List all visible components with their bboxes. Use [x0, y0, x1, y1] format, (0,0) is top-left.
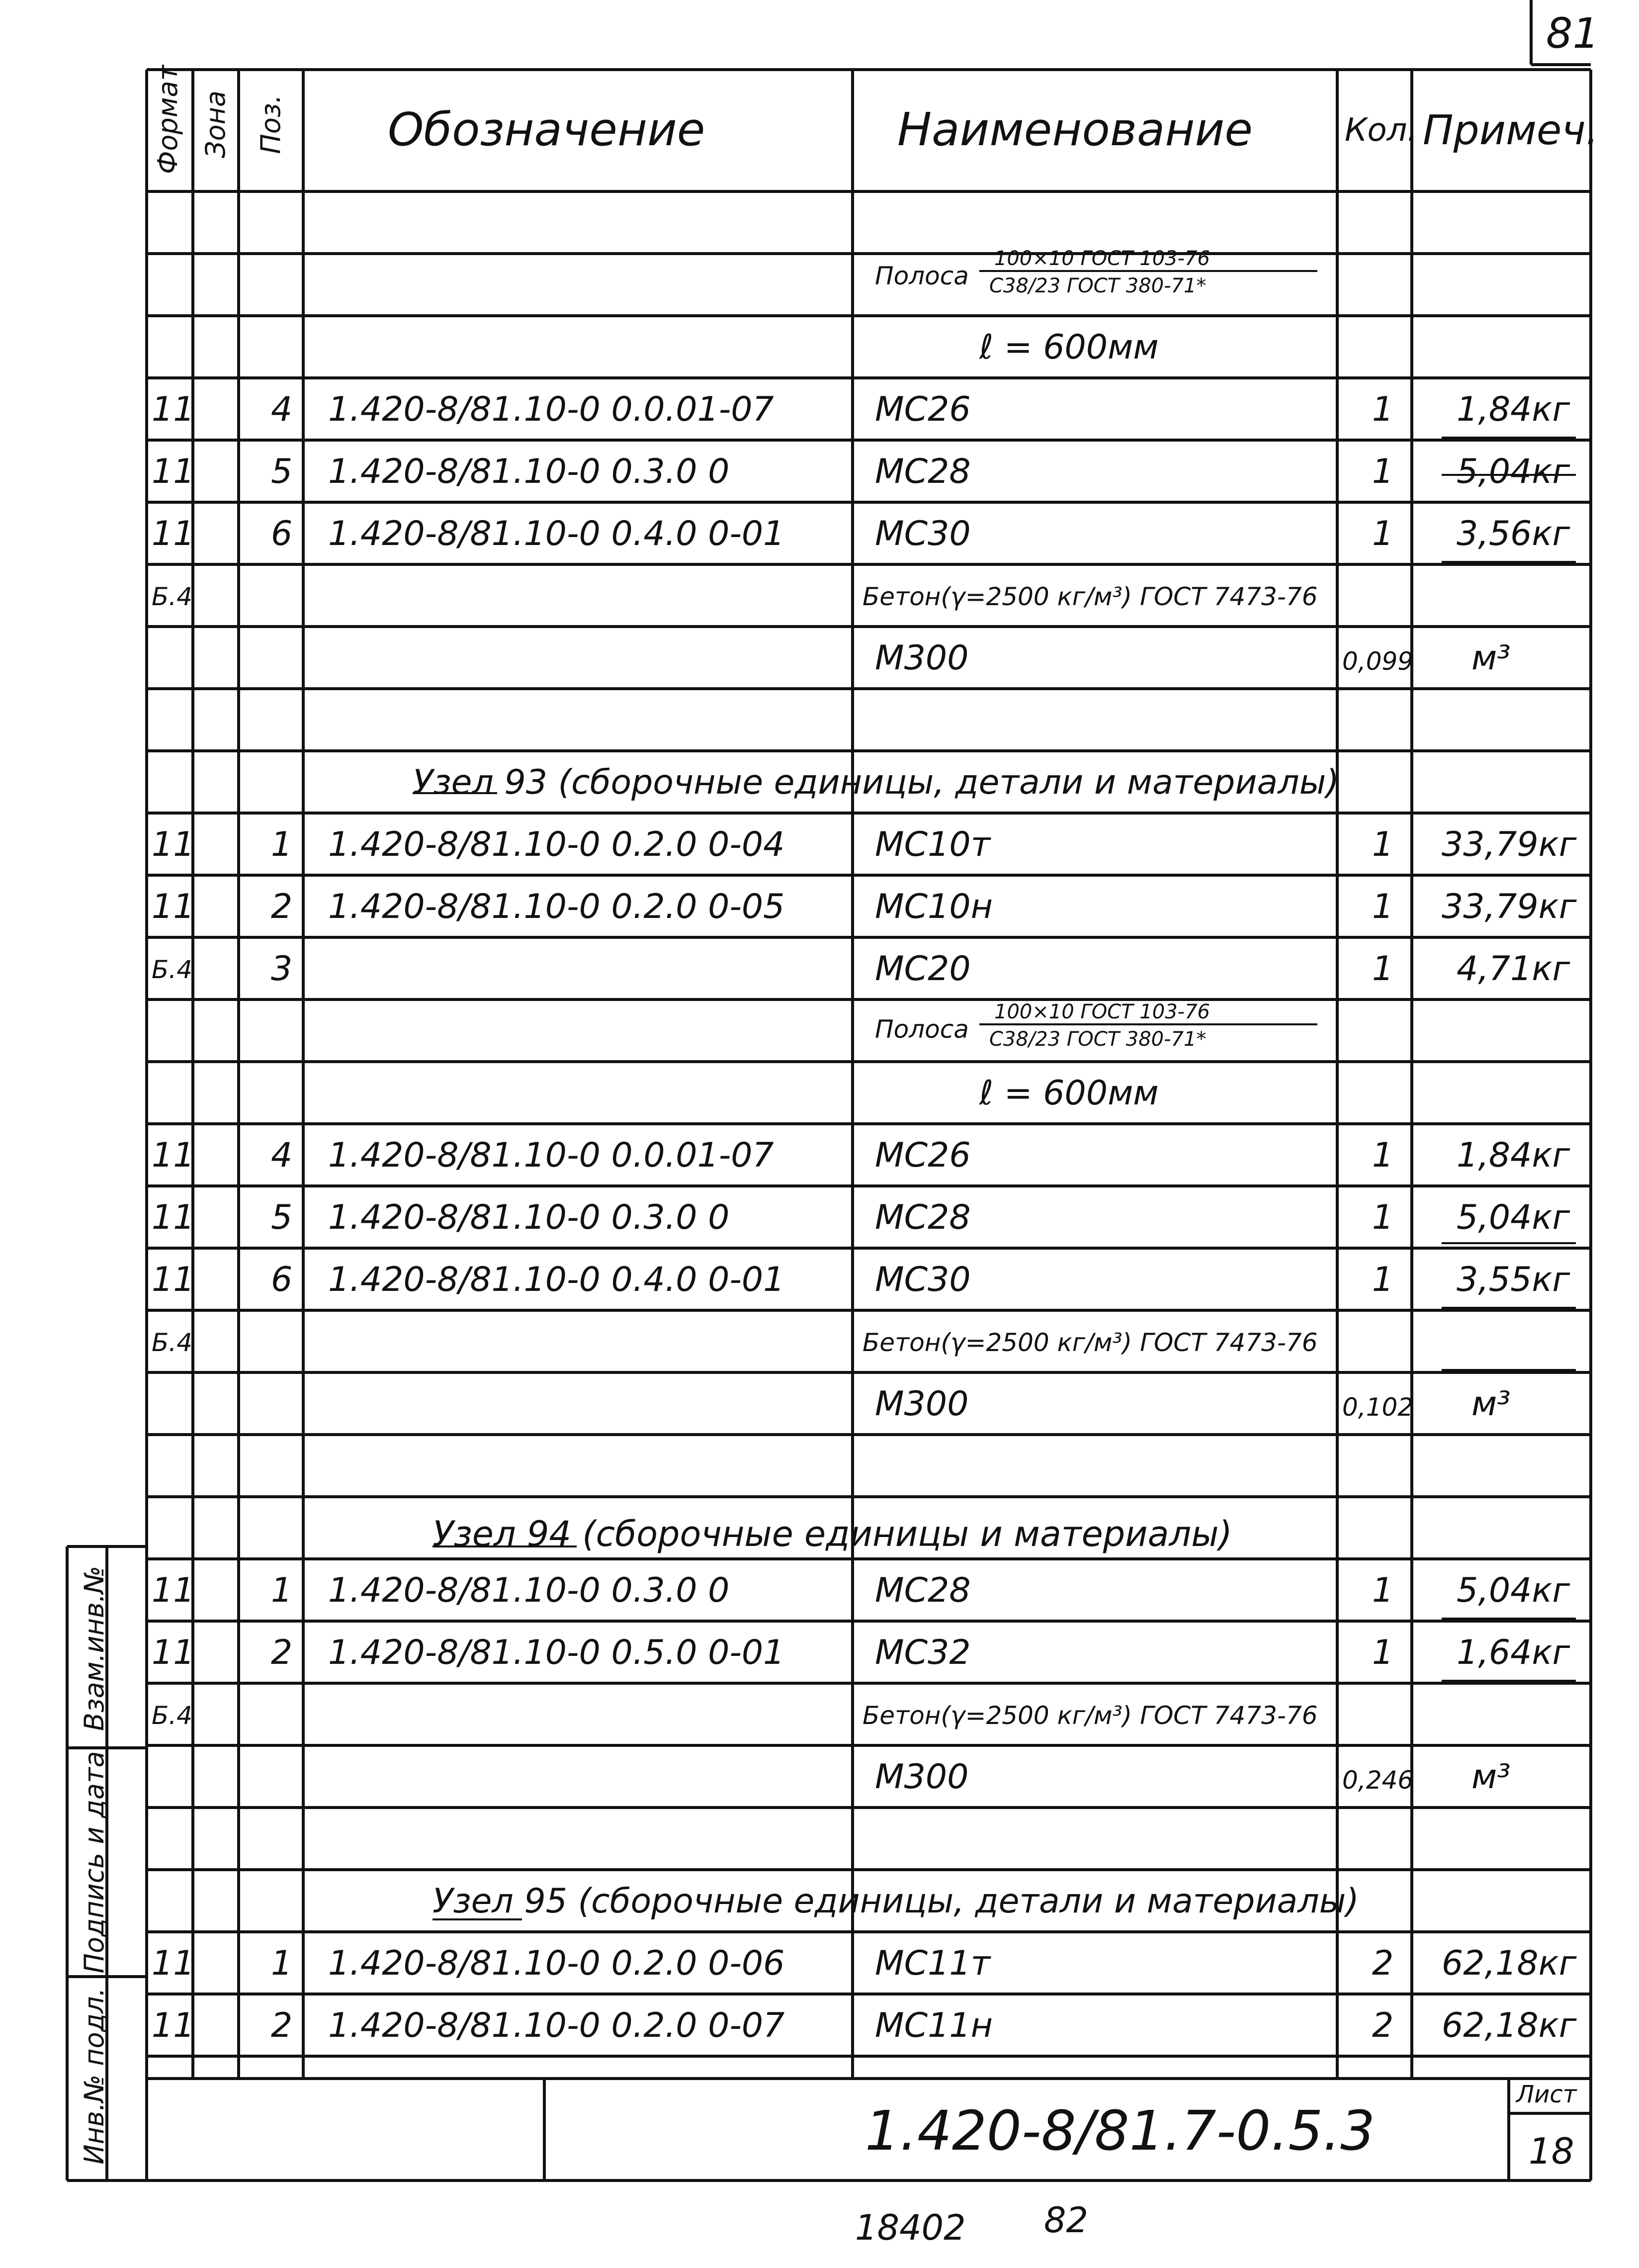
row-qty: 1 — [1372, 514, 1394, 553]
footer-code: 18402 — [855, 2207, 966, 2248]
concrete-qty: 0,102 — [1342, 1393, 1414, 1422]
row-designation: 1.420-8/81.10-0 0.3.0 0 — [328, 1571, 730, 1610]
row-designation: 1.420-8/81.10-0 0.2.0 0-04 — [328, 825, 785, 864]
header-zone: Зона — [200, 90, 231, 159]
document-code: 1.420-8/81.7-0.5.3 — [865, 2099, 1376, 2163]
side-label-vzam-inv: Взам.инв.№ — [79, 1565, 110, 1731]
row-note: 5,04кг — [1457, 1571, 1570, 1610]
row-pos: 5 — [271, 1198, 293, 1237]
row-pos: 6 — [271, 514, 293, 553]
row-format: Б.4 — [152, 1701, 193, 1730]
concrete-unit: м³ — [1471, 1757, 1511, 1797]
row-qty: 1 — [1372, 1198, 1394, 1237]
row-name: МС10т — [875, 825, 991, 864]
side-label-inv-podl: Инв.№ подл. — [79, 1988, 110, 2165]
row-qty: 1 — [1372, 949, 1394, 989]
row-name: МС30 — [875, 514, 971, 553]
row-note: 1,84кг — [1457, 390, 1570, 429]
row-pos: 2 — [271, 2006, 293, 2045]
row-qty: 1 — [1372, 1136, 1394, 1175]
row-format: 11 — [152, 514, 195, 553]
row-format: Б.4 — [152, 1328, 193, 1357]
length-label: ℓ = 600мм — [979, 328, 1159, 367]
concrete-unit: м³ — [1471, 1384, 1511, 1424]
row-pos: 1 — [271, 825, 293, 864]
concrete-spec: Бетон(γ=2500 кг/м³) ГОСТ 7473-76 — [863, 582, 1318, 611]
row-name: МС26 — [875, 1136, 971, 1175]
header-name: Наименование — [897, 103, 1253, 156]
concrete-qty: 0,246 — [1342, 1766, 1414, 1795]
row-format: 11 — [152, 2006, 195, 2045]
header-pos: Поз. — [255, 94, 286, 154]
side-label-signature-date: Подпись и дата — [79, 1751, 110, 1974]
row-pos: 2 — [271, 887, 293, 926]
row-name: МС11т — [875, 1944, 991, 1983]
row-name: МС28 — [875, 1198, 971, 1237]
concrete-qty: 0,099 — [1342, 647, 1414, 676]
polosa-fraction-bottom: С38/23 ГОСТ 380-71* — [989, 274, 1207, 297]
row-designation: 1.420-8/81.10-0 0.4.0 0-01 — [328, 1260, 785, 1299]
polosa-label: Полоса — [875, 1015, 969, 1044]
row-qty: 1 — [1372, 452, 1394, 491]
concrete-grade: М300 — [875, 1757, 969, 1797]
row-name: МС10н — [875, 887, 993, 926]
polosa-fraction-top: 100×10 ГОСТ 103-76 — [994, 247, 1210, 270]
row-pos: 2 — [271, 1633, 293, 1672]
row-name: МС32 — [875, 1633, 971, 1672]
concrete-grade: М300 — [875, 1384, 969, 1424]
node-93-heading: Узел 93 (сборочные единицы, детали и материалы) — [413, 763, 1339, 802]
node-94-heading: Узел 94 (сборочные единицы и материалы) — [432, 1514, 1232, 1554]
row-designation: 1.420-8/81.10-0 0.2.0 0-06 — [328, 1944, 785, 1983]
polosa-label: Полоса — [875, 262, 969, 290]
row-pos: 6 — [271, 1260, 293, 1299]
row-qty: 1 — [1372, 1260, 1394, 1299]
concrete-spec: Бетон(γ=2500 кг/м³) ГОСТ 7473-76 — [863, 1328, 1318, 1357]
row-format: 11 — [152, 1260, 195, 1299]
row-format: 11 — [152, 1633, 195, 1672]
row-name: МС28 — [875, 1571, 971, 1610]
row-format: 11 — [152, 1198, 195, 1237]
polosa-fraction-top: 100×10 ГОСТ 103-76 — [994, 1000, 1210, 1023]
row-name: МС30 — [875, 1260, 971, 1299]
header-qty: Кол. — [1345, 112, 1417, 149]
row-note: 3,55кг — [1457, 1260, 1570, 1299]
row-pos: 1 — [271, 1944, 293, 1983]
row-note: 62,18кг — [1442, 1944, 1577, 1983]
polosa-fraction-bottom: С38/23 ГОСТ 380-71* — [989, 1028, 1207, 1051]
row-name: МС20 — [875, 949, 971, 989]
sheet-label: Лист — [1516, 2081, 1577, 2108]
row-designation: 1.420-8/81.10-0 0.2.0 0-07 — [328, 2006, 785, 2045]
row-format: 11 — [152, 1571, 195, 1610]
row-designation: 1.420-8/81.10-0 0.5.0 0-01 — [328, 1633, 785, 1672]
header-note: Примеч. — [1423, 107, 1599, 154]
row-designation: 1.420-8/81.10-0 0.0.01-07 — [328, 390, 774, 429]
row-qty: 1 — [1372, 390, 1394, 429]
row-pos: 1 — [271, 1571, 293, 1610]
row-qty: 1 — [1372, 1571, 1394, 1610]
header-format: Формат — [152, 65, 183, 174]
row-name: МС28 — [875, 452, 971, 491]
row-pos: 3 — [271, 949, 293, 989]
page-number: 81 — [1546, 9, 1599, 58]
row-designation: 1.420-8/81.10-0 0.0.01-07 — [328, 1136, 774, 1175]
row-pos: 4 — [271, 1136, 293, 1175]
row-qty: 1 — [1372, 1633, 1394, 1672]
row-designation: 1.420-8/81.10-0 0.2.0 0-05 — [328, 887, 785, 926]
row-format: Б.4 — [152, 582, 193, 611]
concrete-grade: М300 — [875, 638, 969, 678]
row-format: 11 — [152, 452, 195, 491]
sheet-number: 18 — [1529, 2130, 1574, 2172]
row-note: 5,04кг — [1457, 1198, 1570, 1237]
row-name: МС11н — [875, 2006, 993, 2045]
header-designation: Обозначение — [388, 103, 705, 156]
row-pos: 5 — [271, 452, 293, 491]
row-format: Б.4 — [152, 955, 193, 984]
row-note: 3,56кг — [1457, 514, 1570, 553]
row-format: 11 — [152, 1944, 195, 1983]
row-note: 1,64кг — [1457, 1633, 1570, 1672]
row-qty: 1 — [1372, 825, 1394, 864]
row-format: 11 — [152, 825, 195, 864]
concrete-unit: м³ — [1471, 638, 1511, 678]
row-note: 33,79кг — [1442, 825, 1577, 864]
row-note: 62,18кг — [1442, 2006, 1577, 2045]
row-designation: 1.420-8/81.10-0 0.3.0 0 — [328, 1198, 730, 1237]
node-95-heading: Узел 95 (сборочные единицы, детали и материалы) — [432, 1882, 1359, 1921]
row-note: 33,79кг — [1442, 887, 1577, 926]
row-note: 4,71кг — [1457, 949, 1570, 989]
concrete-spec: Бетон(γ=2500 кг/м³) ГОСТ 7473-76 — [863, 1701, 1318, 1730]
row-format: 11 — [152, 390, 195, 429]
row-designation: 1.420-8/81.10-0 0.3.0 0 — [328, 452, 730, 491]
row-format: 11 — [152, 1136, 195, 1175]
row-name: МС26 — [875, 390, 971, 429]
row-qty: 1 — [1372, 887, 1394, 926]
row-qty: 2 — [1372, 1944, 1394, 1983]
row-note: 1,84кг — [1457, 1136, 1570, 1175]
length-label: ℓ = 600мм — [979, 1074, 1159, 1113]
row-note: 5,04кг — [1457, 452, 1570, 491]
row-designation: 1.420-8/81.10-0 0.4.0 0-01 — [328, 514, 785, 553]
row-qty: 2 — [1372, 2006, 1394, 2045]
footer-number: 82 — [1044, 2200, 1089, 2241]
row-pos: 4 — [271, 390, 293, 429]
row-format: 11 — [152, 887, 195, 926]
